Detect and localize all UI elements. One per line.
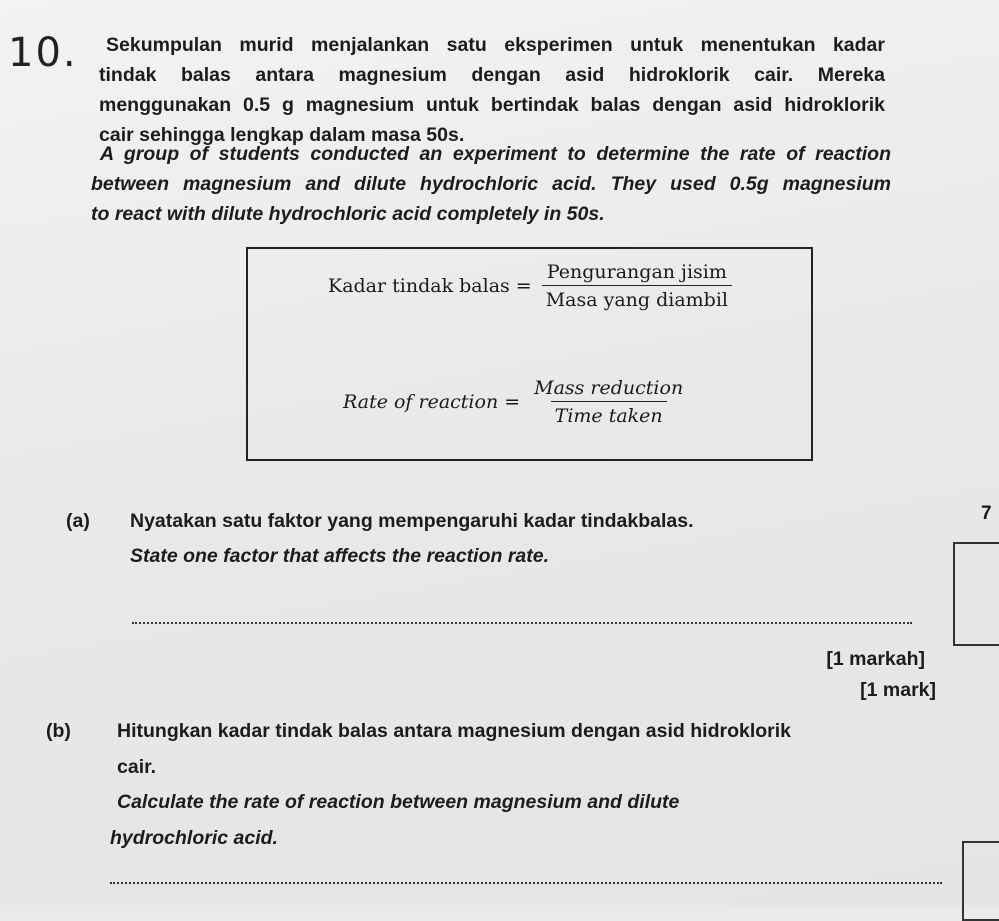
part-b-question-english: Calculate the rate of reaction between magnesium and dilute bbox=[117, 791, 680, 813]
intro-english-line: between magnesium and dilute hydrochloric acid. They used 0.5g magnesium bbox=[91, 173, 891, 195]
numerator: Mass reduction bbox=[534, 377, 684, 399]
margin-number: 7 bbox=[981, 503, 992, 524]
intro-malay-line: Sekumpulan murid menjalankan satu eksperimen untuk menentukan kadar bbox=[106, 34, 885, 56]
formula-lhs: Kadar tindak balas bbox=[328, 275, 510, 297]
mark-malay: [1 markah] bbox=[826, 648, 925, 670]
part-a-label: (a) bbox=[66, 510, 90, 532]
intro-english bbox=[91, 139, 891, 229]
denominator: Time taken bbox=[551, 401, 667, 427]
fraction bbox=[530, 377, 687, 427]
part-b-question-malay: Hitungkan kadar tindak balas antara magnesium dengan asid hidroklorik bbox=[117, 720, 792, 742]
part-b-question-malay-cont: cair. bbox=[117, 756, 157, 778]
intro-malay-line: tindak balas antara magnesium dengan asid hidroklorik cair. Mereka bbox=[99, 64, 885, 86]
intro-malay-line: menggunakan 0.5 g magnesium untuk bertindak balas dengan asid hidroklorik bbox=[99, 94, 885, 116]
formula-lhs: Rate of reaction bbox=[343, 391, 499, 413]
formula-box bbox=[246, 247, 813, 461]
part-b-label: (b) bbox=[46, 720, 71, 742]
formula-english bbox=[343, 377, 687, 427]
marking-box bbox=[962, 841, 999, 921]
intro-malay bbox=[99, 30, 885, 150]
intro-english-line: A group of students conducted an experiment to determine the rate of reaction bbox=[100, 143, 891, 165]
numerator: Pengurangan jisim bbox=[546, 261, 727, 283]
intro-malay-line: cair sehingga lengkap dalam masa 50s. bbox=[99, 124, 465, 146]
fraction bbox=[542, 261, 732, 311]
equals-sign: = bbox=[515, 275, 532, 297]
equals-sign: = bbox=[504, 391, 521, 413]
mark-english: [1 mark] bbox=[860, 679, 936, 701]
question-number: 10. bbox=[8, 30, 78, 76]
part-b-question-english-cont: hydrochloric acid. bbox=[110, 827, 278, 849]
part-a-question-malay: Nyatakan satu faktor yang mempengaruhi kadar tindakbalas. bbox=[130, 510, 694, 532]
marking-box bbox=[953, 542, 999, 646]
intro-english-line: to react with dilute hydrochloric acid completely in 50s. bbox=[91, 203, 605, 225]
formula-malay bbox=[328, 261, 732, 311]
answer-line-b[interactable] bbox=[110, 882, 942, 884]
answer-line-a[interactable] bbox=[132, 622, 912, 624]
denominator: Masa yang diambil bbox=[542, 285, 732, 311]
part-a-question-english: State one factor that affects the reaction rate. bbox=[130, 545, 550, 567]
